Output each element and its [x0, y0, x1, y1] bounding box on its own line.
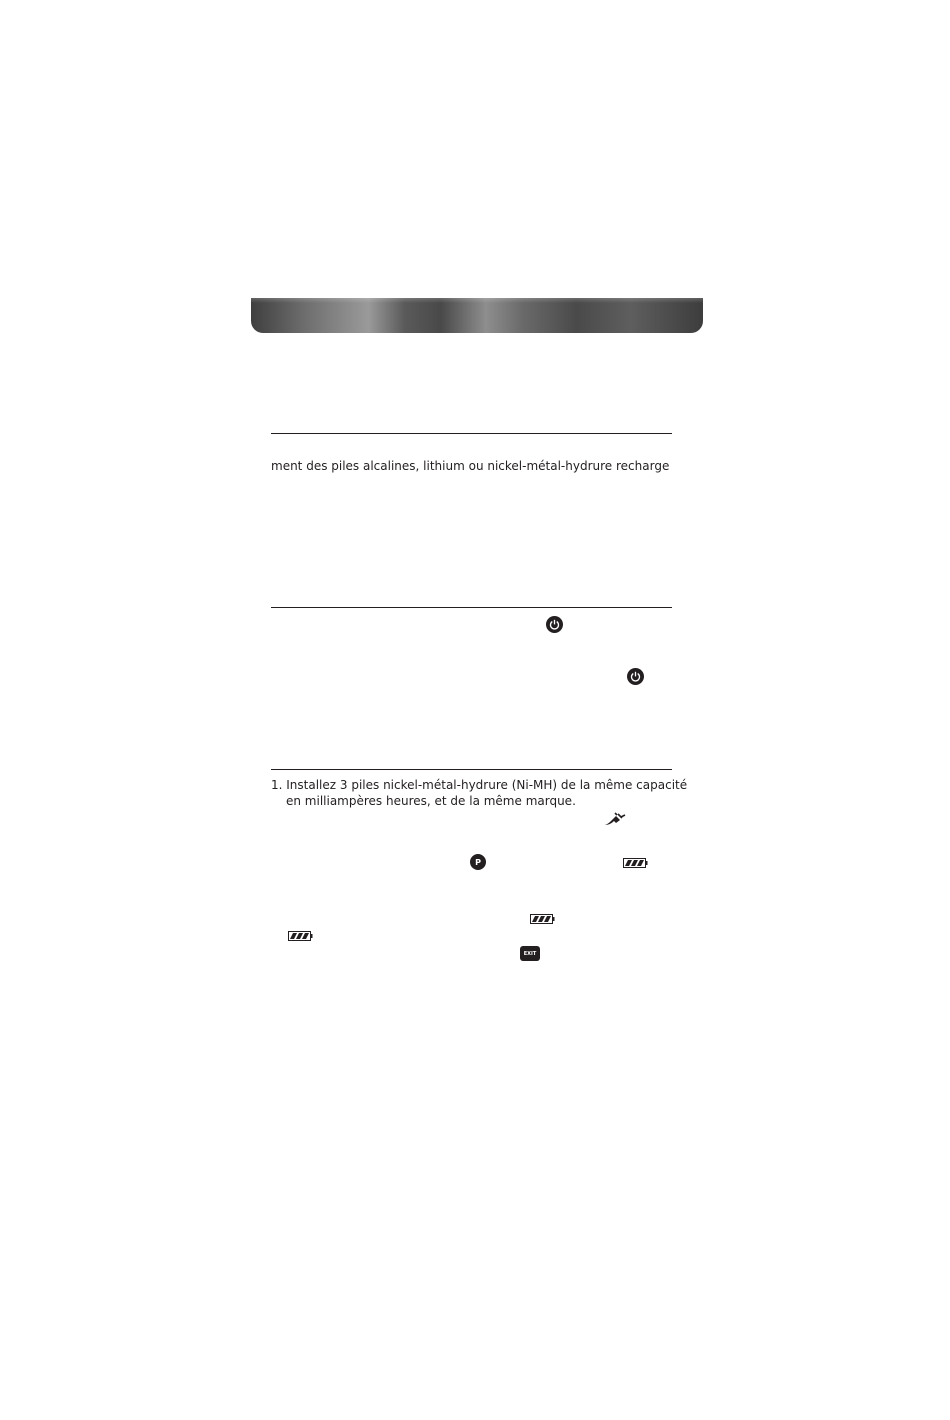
power-plug-icon — [604, 812, 626, 826]
section-divider — [271, 433, 672, 434]
battery-full-icon — [623, 858, 648, 868]
power-icon — [546, 616, 563, 633]
section-divider — [271, 769, 672, 770]
step-1-line-2: en milliampères heures, et de la même marque. — [286, 794, 576, 808]
battery-full-icon — [530, 914, 555, 924]
step-1-line-1: 1. Installez 3 piles nickel-métal-hydrure (Ni-MH) de la même capacité — [271, 778, 688, 792]
header-bar — [251, 298, 703, 333]
section-divider — [271, 607, 672, 608]
exit-button-icon: EXIT — [520, 946, 540, 961]
power-icon — [627, 668, 644, 685]
battery-types-text: ment des piles alcalines, lithium ou nickel-métal-hydrure recharge — [271, 459, 670, 473]
p-button-icon: P — [470, 854, 486, 870]
battery-full-icon — [288, 931, 313, 941]
